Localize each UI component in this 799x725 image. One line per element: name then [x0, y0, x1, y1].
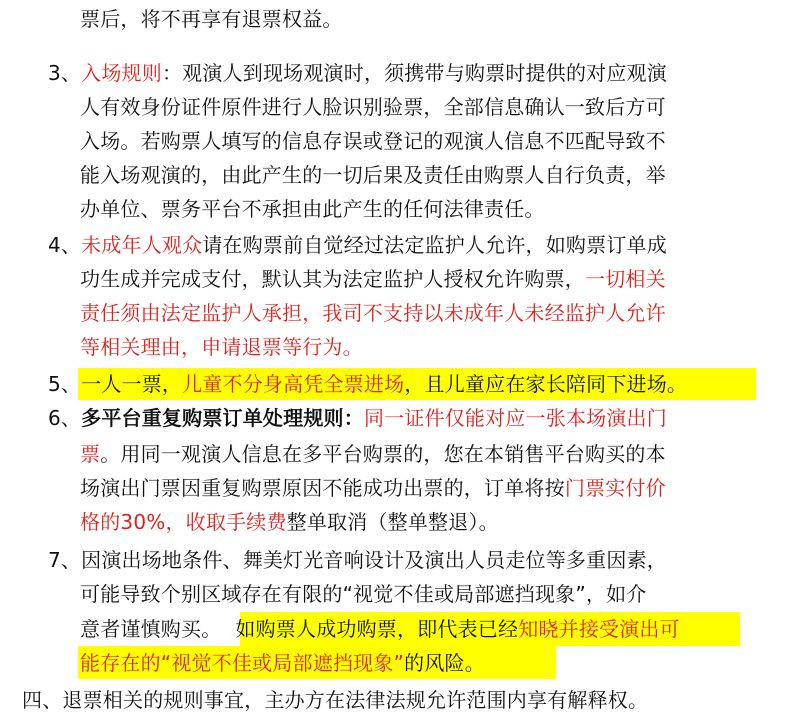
item6-line2-red: 票	[80, 442, 101, 466]
item7-number: 7、	[48, 548, 82, 572]
item6-line4-red: 格的30%，收取手续费	[80, 510, 287, 534]
item6-line4-text: 整单取消（整单整退）。	[286, 510, 499, 534]
item5-red: 儿童不分身高凭全票进场	[182, 372, 405, 396]
item6-line3	[80, 471, 666, 505]
item3-text: 观演人到现场观演时，须携带与购票时提供的对应观演	[182, 61, 667, 85]
item7-line4-text: 的风险。	[404, 651, 485, 675]
item3-line3: 入场。若购票人填写的信息存误或登记的观演人信息不匹配导致不	[80, 129, 666, 153]
item3-line5: 办单位、票务平台不承担由此产生的任何法律责任。	[80, 197, 545, 221]
section4-line: 四、退票相关的规则事宜，主办方在法律法规允许范围内享有解释权。	[22, 688, 649, 712]
item7-line2: 可能导致个别区域存在有限的“视觉不佳或局部遮挡现象”，如介	[80, 582, 647, 606]
item3-line4: 能入场观演的，由此产生的一切后果及责任由购票人自行负责，举	[80, 163, 666, 187]
item6-line3-red: 门票实付价	[564, 476, 666, 500]
item6-line2-text: 。用同一观演人信息在多平台购票的，您在本销售平台购买的本	[100, 442, 666, 466]
item7-line3-red: 知晓并接受演出可	[518, 617, 680, 641]
item3-line2: 人有效身份证件原件进行人脸识别验票，全部信息确认一致后方可	[80, 95, 666, 119]
item6-line1	[48, 401, 667, 435]
item4-line1	[48, 228, 667, 262]
item5-number: 5、	[48, 372, 82, 396]
item4-line2-red: 一切相关	[585, 267, 666, 291]
item4-line2-text: 功生成并完成支付，默认其为法定监护人授权允许购票，	[80, 267, 585, 291]
item5-text-b: ，且儿童应在家长陪同下进场。	[404, 372, 688, 396]
item4-line3: 责任须由法定监护人承担，我司不支持以未成年人未经监护人允许	[80, 301, 666, 325]
item3-number: 3、	[48, 61, 82, 85]
item7-line4	[80, 646, 485, 680]
item6-line3-text: 场演出门票因重复购票原因不能成功出票的，订单将按	[80, 476, 565, 500]
item7-line4-red: 能存在的“视觉不佳或局部遮挡现象”	[80, 651, 405, 675]
item4-text: 请在购票前自觉经过法定监护人允许，如购票订单成	[202, 233, 667, 257]
item4-line2	[80, 262, 666, 296]
item7-line3-text-b: 如购票人成功购票，即代表已经	[235, 617, 519, 641]
item7-line3-text-a: 意者谨慎购买。	[80, 617, 222, 641]
item6-line4	[80, 505, 499, 539]
item3-title: 入场规则	[81, 61, 162, 85]
item7-text: 因演出场地条件、舞美灯光音响设计及演出人员走位等多重因素，	[81, 548, 667, 572]
item5-text-a: 一人一票，	[81, 372, 183, 396]
doc-line-0: 票后，将不再享有退票权益。	[80, 7, 343, 31]
item6-number: 6、	[48, 406, 82, 430]
item7-line1	[48, 543, 667, 577]
item6-bold-title: 多平台重复购票订单处理规则：	[81, 406, 364, 430]
item4-number: 4、	[48, 233, 82, 257]
item5-line	[48, 367, 687, 401]
item6-line2	[80, 437, 666, 471]
item3-colon: ：	[161, 61, 183, 85]
item4-red-minors: 未成年人观众	[81, 233, 203, 257]
item3-line1	[48, 56, 667, 90]
item7-line3	[80, 612, 680, 646]
item6-red1: 同一证件仅能对应一张本场演出门	[363, 406, 667, 430]
item4-line4: 等相关理由，申请退票等行为。	[80, 335, 363, 359]
